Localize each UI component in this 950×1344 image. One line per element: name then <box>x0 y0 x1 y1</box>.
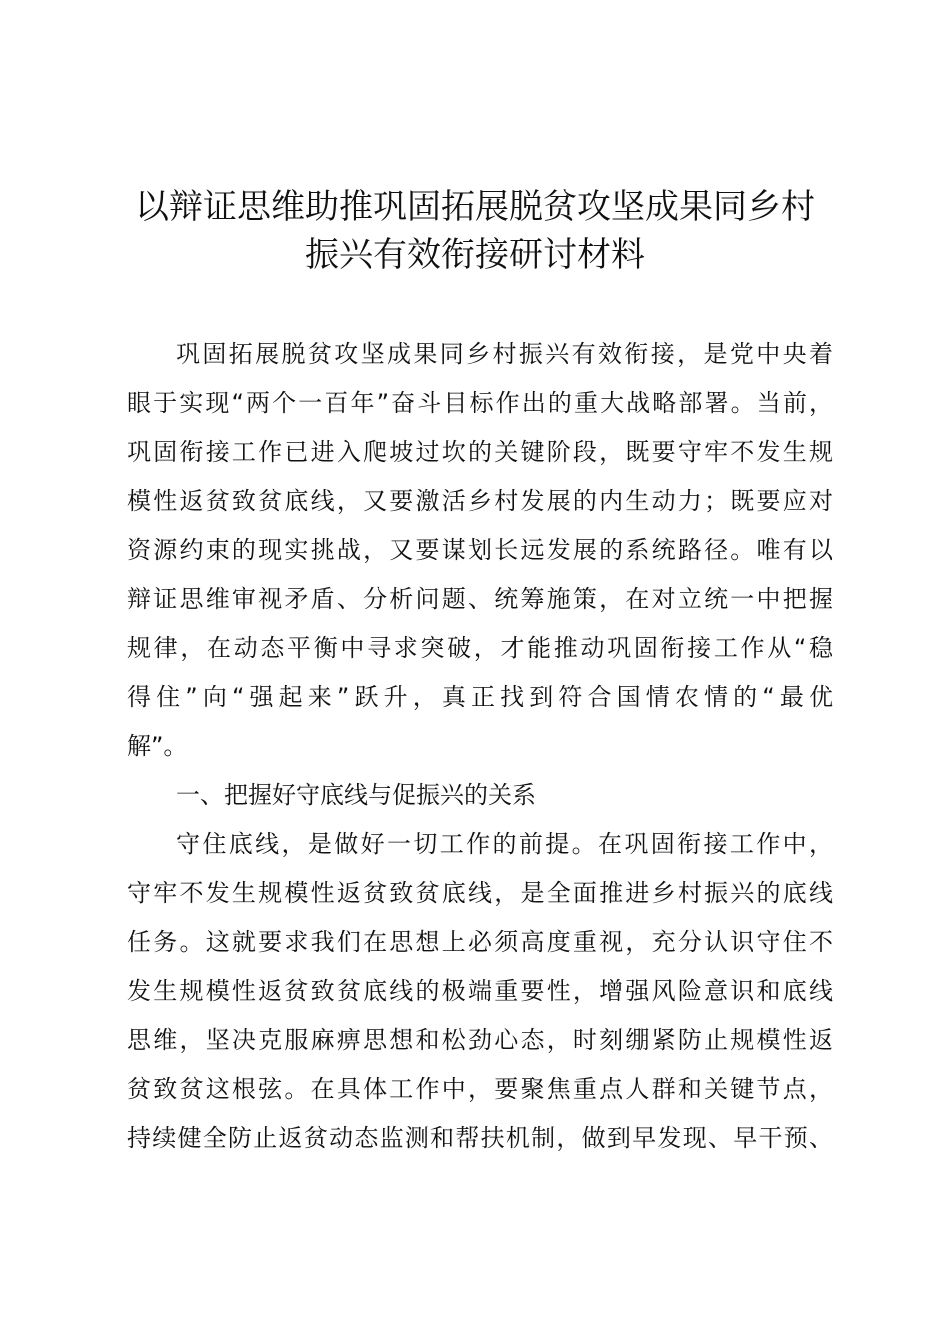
text-line: 守牢不发生规模性返贫致贫底线，是全面推进乡村振兴的底线 <box>127 879 833 907</box>
text-line: 眼于实现“两个一百年”奋斗目标作出的重大战略部署。当前， <box>127 389 833 417</box>
text-line: 思维，坚决克服麻痹思想和松劲心态，时刻绷紧防止规模性返 <box>127 1026 833 1054</box>
paragraph <box>127 820 833 1163</box>
text-line: 巩固衔接工作已进入爬坡过坎的关键阶段，既要守牢不发生规 <box>127 438 833 466</box>
text-line: 一、把握好守底线与促振兴的关系 <box>176 781 536 809</box>
text-line: 解”。 <box>127 732 188 760</box>
text-line: 发生规模性返贫致贫底线的极端重要性，增强风险意识和底线 <box>127 977 833 1005</box>
text-line: 得住”向“强起来”跃升，真正找到符合国情农情的“最优 <box>127 683 833 711</box>
text-line: 模性返贫致贫底线，又要激活乡村发展的内生动力；既要应对 <box>127 487 833 515</box>
paragraph <box>127 330 833 771</box>
text-line: 巩固拓展脱贫攻坚成果同乡村振兴有效衔接，是党中央着 <box>176 340 833 368</box>
document-title-line-1: 以辩证思维助推巩固拓展脱贫攻坚成果同乡村 <box>135 187 815 227</box>
text-line: 辩证思维审视矛盾、分析问题、统筹施策，在对立统一中把握 <box>127 585 833 613</box>
text-line: 任务。这就要求我们在思想上必须高度重视，充分认识守住不 <box>127 928 833 956</box>
text-line: 规律，在动态平衡中寻求突破，才能推动巩固衔接工作从“稳 <box>127 634 833 662</box>
document-title-line-2: 振兴有效衔接研讨材料 <box>305 235 645 275</box>
text-line: 守住底线，是做好一切工作的前提。在巩固衔接工作中， <box>176 830 833 858</box>
document-body <box>127 330 833 1163</box>
section-heading <box>127 771 833 820</box>
text-line: 资源约束的现实挑战，又要谋划长远发展的系统路径。唯有以 <box>127 536 833 564</box>
text-line: 贫致贫这根弦。在具体工作中，要聚焦重点人群和关键节点， <box>127 1075 833 1103</box>
text-line: 持续健全防止返贫动态监测和帮扶机制，做到早发现、早干预、 <box>127 1124 833 1152</box>
